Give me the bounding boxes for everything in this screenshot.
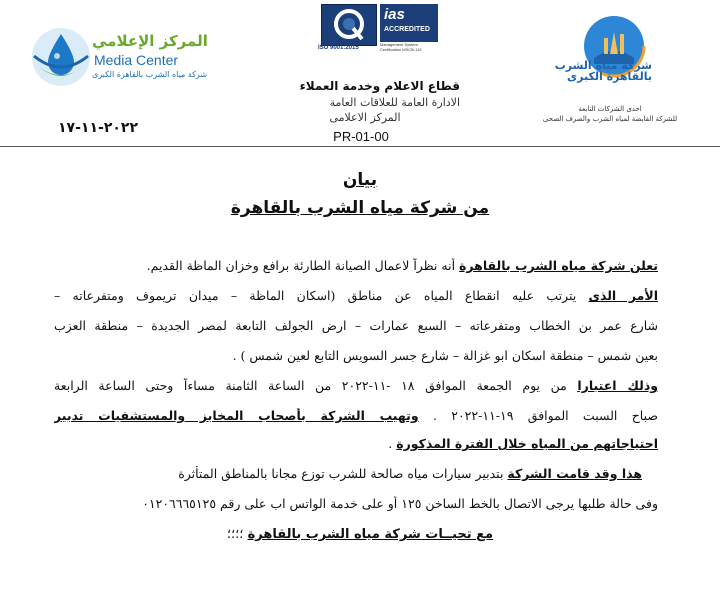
paragraph-announcement bbox=[54, 258, 658, 273]
media-center-logo bbox=[30, 26, 208, 90]
closing-end: ؛؛؛؛ bbox=[226, 527, 248, 542]
media-center-english-name: Media Center bbox=[94, 52, 179, 68]
media-center-arabic-name: المركز الإعلامي bbox=[92, 32, 208, 50]
certification-badges bbox=[318, 4, 442, 50]
bakeries-notice: وتهيب الشركة بأصحاب المخابز والمستشفيات تدبير bbox=[54, 408, 419, 423]
paragraph-outage-line3: بعين شمس – منطقة اسكان ابو غزالة – شارع جسر السويس التابع لعين شمس ) . bbox=[232, 348, 658, 363]
company-sub-line2: للشركة القابضة لمياه الشرب والصرف الصحى bbox=[542, 115, 678, 123]
statement-subtitle: من شركة مياه الشرب بالقاهرة bbox=[230, 198, 490, 218]
company-logo-name bbox=[542, 60, 652, 82]
company-sub-line1: احدى الشركات التابعة bbox=[578, 105, 642, 113]
company-logo-line1: شركة مياه الشرب bbox=[554, 59, 652, 72]
statement-title: بيان bbox=[342, 170, 378, 190]
announcement-text: أنه نظراً لاعمال الصيانة الطارئة برافع وخزان الماظة القديم. bbox=[146, 258, 460, 273]
ias-badge bbox=[380, 4, 438, 42]
ias-accredited: ACCREDITED bbox=[384, 26, 430, 33]
header-divider bbox=[0, 146, 720, 147]
bakeries-notice-end: . bbox=[388, 436, 397, 451]
company-affiliation bbox=[540, 104, 680, 124]
schedule-text: من يوم الجمعة الموافق ١٨ -١١-٢٠٢٢ من الساعة الثامنة مساءاً وحتى الساعة الرابعة bbox=[54, 378, 578, 393]
paragraph-hotline: وفى حالة طلبها يرجى الاتصال بالخط الساخن ١٢٥ أو على خدمة الواتس اب على رقم ٠١٢٠٦٦٦٥١٢٥ bbox=[142, 496, 658, 511]
company-logo bbox=[540, 14, 690, 104]
outage-text: يترتب عليه انقطاع المياه عن مناطق (اسكان الماظة – ميدان تريموف ومتفرعاته – bbox=[54, 288, 589, 303]
paragraph-trucks bbox=[38, 466, 642, 481]
ias-brand: ias bbox=[384, 6, 405, 23]
schedule-end-date: صباح السبت الموافق ١٩-١١-٢٠٢٢ . bbox=[432, 408, 658, 423]
trucks-text: بتدبير سيارات مياه صالحة للشرب توزع مجانا بالمناطق المتأثرة bbox=[178, 466, 508, 481]
closing-text: مع تحيــات شركة مياه الشرب بالقاهرة bbox=[247, 527, 494, 542]
department-block bbox=[270, 78, 460, 125]
outage-lead: الأمر الذى bbox=[588, 288, 658, 303]
center-name: المركز الاعلامى bbox=[329, 111, 401, 124]
trucks-lead: هذا وقد قامت الشركة bbox=[507, 466, 642, 481]
paragraph-outage-line2: شارع عمر بن الخطاب ومتفرعاته – السبع عمارات – ارض الجولف التابعة لمصر الجديدة – منطقة العزب bbox=[54, 318, 658, 333]
document-code: PR-01-00 bbox=[333, 129, 389, 144]
paragraph-schedule-line2 bbox=[54, 408, 658, 423]
media-center-subtitle: شركة مياه الشرب بالقاهرة الكبرى bbox=[92, 70, 208, 79]
sector-name: قطاع الاعلام وخدمة العملاء bbox=[299, 79, 460, 93]
document-date: ٢٠٢٢-١١-١٧ bbox=[58, 120, 138, 136]
ias-sub: Management System Certification MSCB-119 bbox=[380, 42, 422, 52]
company-logo-line2: بالقاهرة الكبرى bbox=[567, 70, 652, 83]
schedule-lead: وذلك اعتبارا bbox=[577, 378, 658, 393]
iso-badge bbox=[321, 4, 377, 46]
bakeries-notice-cont: احتياجاتهم من المياه خلال الفترة المذكورة bbox=[396, 436, 658, 451]
paragraph-schedule-line3 bbox=[54, 436, 658, 451]
closing-greeting bbox=[0, 527, 720, 542]
iso-label: ISO 9001:2015 bbox=[318, 45, 359, 51]
announcement-lead: تعلن شركة مياه الشرب بالقاهرة bbox=[459, 258, 658, 273]
paragraph-schedule-line1 bbox=[54, 378, 658, 393]
paragraph-outage-line1 bbox=[54, 288, 658, 303]
iso-q-icon bbox=[322, 5, 376, 45]
water-drop-icon bbox=[30, 26, 92, 88]
admin-name: الادارة العامة للعلاقات العامة bbox=[329, 96, 460, 109]
